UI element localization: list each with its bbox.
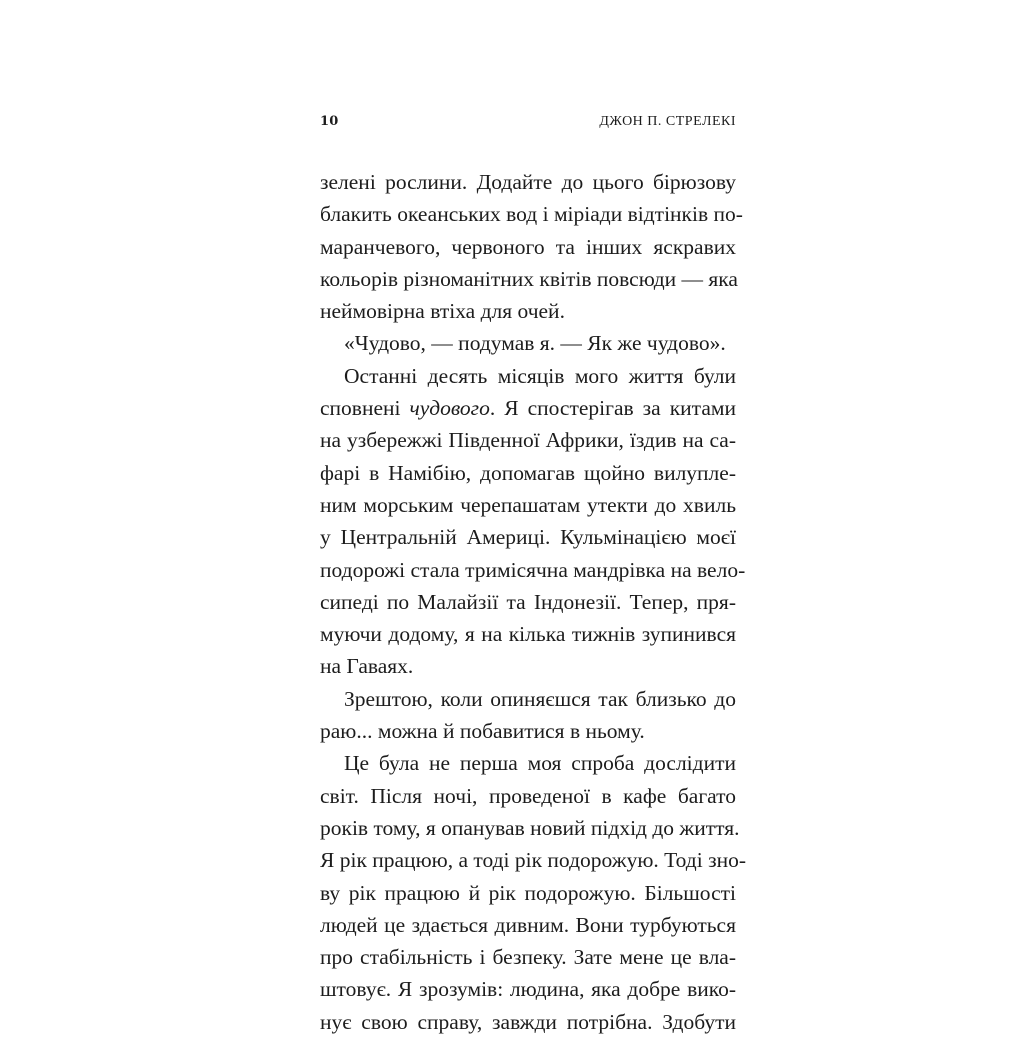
text-line: нує свою справу, завжди потрібна. Здобути <box>320 1009 736 1034</box>
text-line: на Гаваях. <box>320 654 414 679</box>
emphasis-text: чудового <box>409 396 490 421</box>
text-line: років тому, я опанував новий підхід до життя. <box>320 815 740 840</box>
text-line: у Центральній Америці. Кульмінацією моєї <box>320 525 736 550</box>
text-segment: . Я спостерігав за китами <box>489 396 736 421</box>
text-line: неймовірна втіха для очей. <box>320 299 565 324</box>
text-line: ним морським черепашатам утекти до хвиль <box>320 492 736 517</box>
text-line: Це була не перша моя спроба дослідити <box>344 751 736 776</box>
text-line: кольорів різноманітних квітів повсюди — яка <box>320 266 738 291</box>
text-line: муючи додому, я на кілька тижнів зупинився <box>320 622 736 647</box>
running-head-author: ДЖОН П. СТРЕЛЕКІ <box>599 114 736 129</box>
text-line <box>320 392 736 424</box>
book-page <box>320 114 746 1034</box>
text-line: Останні десять місяців мого життя були <box>344 363 736 388</box>
text-line: Зрештою, коли опиняєшся так близько до <box>344 686 736 711</box>
running-head <box>320 114 736 138</box>
text-line: про стабільність і безпеку. Зате мене це вла- <box>320 945 736 970</box>
text-line: ву рік працюю й рік подорожую. Більшості <box>320 880 736 905</box>
text-line: зелені рослини. Додайте до цього бірюзову <box>320 170 736 194</box>
text-line: людей це здається дивним. Вони турбуються <box>320 912 736 937</box>
text-line: фарі в Намібію, допомагав щойно вилупле- <box>320 460 736 485</box>
page-number: 10 <box>320 114 339 129</box>
text-line: подорожі стала тримісячна мандрівка на вело- <box>320 557 746 582</box>
text-line: світ. Після ночі, проведеної в кафе багато <box>320 783 736 808</box>
text-line: штовує. Я зрозумів: людина, яка добре вико- <box>320 977 736 1002</box>
text-line: сипеді по Малайзії та Індонезії. Тепер, пря- <box>320 589 736 614</box>
text-line: маранчевого, червоного та інших яскравих <box>320 234 736 259</box>
text-line: «Чудово, — подумав я. — Як же чудово». <box>344 331 726 356</box>
text-line: Я рік працюю, а тоді рік подорожую. Тоді зно- <box>320 848 746 873</box>
text-line: на узбережжі Південної Африки, їздив на са- <box>320 428 736 453</box>
text-segment: сповнені <box>320 396 410 421</box>
text-line: блакить океанських вод і міріади відтінків по- <box>320 202 743 227</box>
text-line: раю... можна й побавитися в ньому. <box>320 719 645 744</box>
body-text <box>320 166 746 1038</box>
